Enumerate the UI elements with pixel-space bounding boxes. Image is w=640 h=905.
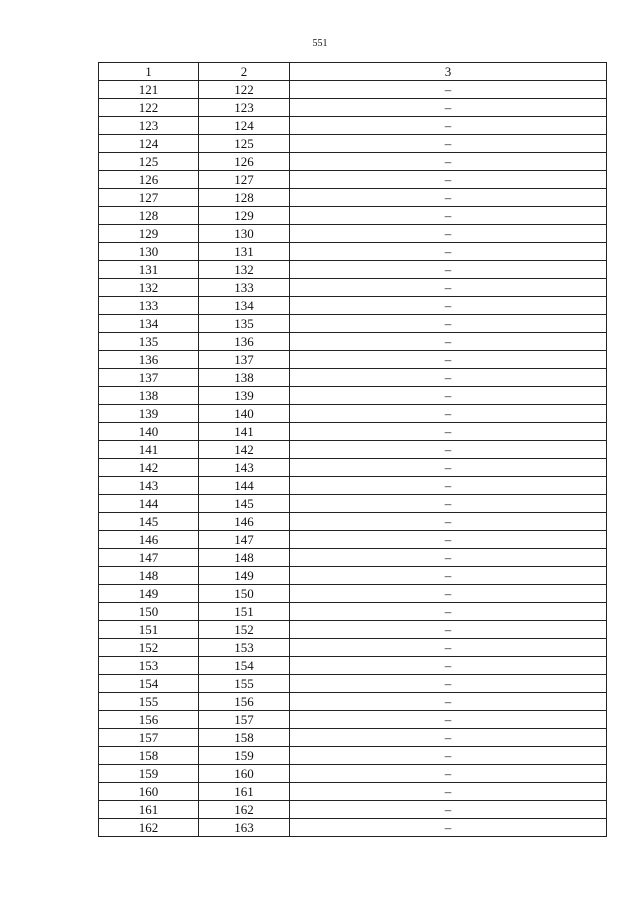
- table-row: [99, 459, 607, 477]
- table-cell: –: [290, 783, 607, 801]
- table-row: [99, 801, 607, 819]
- table-row: [99, 207, 607, 225]
- table-cell: 122: [99, 99, 199, 117]
- table-cell: –: [290, 99, 607, 117]
- table-cell: –: [290, 567, 607, 585]
- table-cell: 126: [199, 153, 290, 171]
- table-cell: –: [290, 297, 607, 315]
- table-cell: 131: [99, 261, 199, 279]
- table-row: [99, 81, 607, 99]
- table-cell: 138: [99, 387, 199, 405]
- table-cell: –: [290, 387, 607, 405]
- table-row: [99, 765, 607, 783]
- table-cell: 162: [99, 819, 199, 837]
- table-row: [99, 513, 607, 531]
- table-cell: 157: [199, 711, 290, 729]
- table-cell: –: [290, 693, 607, 711]
- table-cell: 149: [99, 585, 199, 603]
- table-cell: 134: [99, 315, 199, 333]
- table-row: [99, 441, 607, 459]
- table-cell: 147: [99, 549, 199, 567]
- column-header: 1: [99, 63, 199, 81]
- table-cell: 133: [199, 279, 290, 297]
- table-row: [99, 243, 607, 261]
- table-cell: 146: [199, 513, 290, 531]
- table-cell: 152: [199, 621, 290, 639]
- table-row: [99, 333, 607, 351]
- table-cell: 135: [99, 333, 199, 351]
- table-cell: 142: [199, 441, 290, 459]
- table-cell: 140: [99, 423, 199, 441]
- table-cell: –: [290, 261, 607, 279]
- table-cell: 154: [199, 657, 290, 675]
- table-cell: 153: [199, 639, 290, 657]
- table-row: [99, 531, 607, 549]
- table-cell: 152: [99, 639, 199, 657]
- table-row: [99, 369, 607, 387]
- table-cell: –: [290, 189, 607, 207]
- table-cell: 149: [199, 567, 290, 585]
- table-cell: –: [290, 711, 607, 729]
- table-body: [99, 81, 607, 837]
- table-cell: 138: [199, 369, 290, 387]
- table-row: [99, 567, 607, 585]
- table-cell: 143: [99, 477, 199, 495]
- table-cell: –: [290, 351, 607, 369]
- table-cell: –: [290, 369, 607, 387]
- table-cell: 159: [199, 747, 290, 765]
- table-cell: –: [290, 729, 607, 747]
- table-cell: –: [290, 477, 607, 495]
- table-cell: 142: [99, 459, 199, 477]
- table-cell: 151: [199, 603, 290, 621]
- table-row: [99, 675, 607, 693]
- table-cell: 159: [99, 765, 199, 783]
- table-cell: 125: [199, 135, 290, 153]
- table-cell: –: [290, 333, 607, 351]
- table-row: [99, 693, 607, 711]
- table-row: [99, 315, 607, 333]
- table-cell: 156: [199, 693, 290, 711]
- table-row: [99, 405, 607, 423]
- table-cell: 156: [99, 711, 199, 729]
- table-cell: –: [290, 153, 607, 171]
- table-cell: 161: [199, 783, 290, 801]
- table-cell: –: [290, 441, 607, 459]
- table-row: [99, 189, 607, 207]
- table-cell: –: [290, 207, 607, 225]
- table-cell: 129: [99, 225, 199, 243]
- table-row: [99, 387, 607, 405]
- table-cell: 141: [99, 441, 199, 459]
- header-row: [99, 63, 607, 81]
- table-row: [99, 297, 607, 315]
- column-header: 2: [199, 63, 290, 81]
- table-cell: –: [290, 315, 607, 333]
- table-row: [99, 657, 607, 675]
- table-row: [99, 225, 607, 243]
- table-cell: 160: [199, 765, 290, 783]
- table-cell: 128: [199, 189, 290, 207]
- table-cell: –: [290, 243, 607, 261]
- table-cell: –: [290, 531, 607, 549]
- table-row: [99, 549, 607, 567]
- table-cell: 158: [99, 747, 199, 765]
- table-cell: 132: [199, 261, 290, 279]
- table-row: [99, 351, 607, 369]
- table-cell: –: [290, 117, 607, 135]
- page-number: 551: [312, 38, 328, 49]
- table-cell: –: [290, 675, 607, 693]
- table-cell: –: [290, 405, 607, 423]
- table-cell: 145: [199, 495, 290, 513]
- table-cell: 137: [99, 369, 199, 387]
- table-cell: –: [290, 585, 607, 603]
- table-row: [99, 99, 607, 117]
- table-cell: 130: [99, 243, 199, 261]
- table-cell: 123: [199, 99, 290, 117]
- table-cell: 153: [99, 657, 199, 675]
- table-cell: –: [290, 135, 607, 153]
- table-cell: 133: [99, 297, 199, 315]
- table-row: [99, 585, 607, 603]
- table-cell: 145: [99, 513, 199, 531]
- table-cell: 146: [99, 531, 199, 549]
- table-row: [99, 819, 607, 837]
- table-cell: –: [290, 225, 607, 243]
- table-cell: 140: [199, 405, 290, 423]
- table-cell: –: [290, 171, 607, 189]
- table-cell: 130: [199, 225, 290, 243]
- table-cell: 162: [199, 801, 290, 819]
- data-table: [98, 62, 607, 837]
- table-row: [99, 729, 607, 747]
- table-cell: 125: [99, 153, 199, 171]
- table-cell: –: [290, 819, 607, 837]
- table-cell: –: [290, 279, 607, 297]
- table-row: [99, 261, 607, 279]
- table-cell: 160: [99, 783, 199, 801]
- table-cell: –: [290, 81, 607, 99]
- table-cell: –: [290, 495, 607, 513]
- table-cell: 143: [199, 459, 290, 477]
- table-row: [99, 117, 607, 135]
- table-cell: 137: [199, 351, 290, 369]
- table-row: [99, 171, 607, 189]
- table-row: [99, 135, 607, 153]
- table-row: [99, 639, 607, 657]
- table-row: [99, 603, 607, 621]
- table-cell: 136: [99, 351, 199, 369]
- table-cell: –: [290, 747, 607, 765]
- table-cell: –: [290, 423, 607, 441]
- table-cell: 123: [99, 117, 199, 135]
- table-cell: –: [290, 621, 607, 639]
- table-cell: 144: [99, 495, 199, 513]
- table-row: [99, 495, 607, 513]
- table-cell: 155: [199, 675, 290, 693]
- table-cell: 136: [199, 333, 290, 351]
- table-cell: –: [290, 639, 607, 657]
- table-cell: 121: [99, 81, 199, 99]
- table-cell: 126: [99, 171, 199, 189]
- table-cell: 134: [199, 297, 290, 315]
- table-cell: 148: [99, 567, 199, 585]
- table-row: [99, 783, 607, 801]
- table-cell: –: [290, 765, 607, 783]
- table-cell: –: [290, 603, 607, 621]
- table-cell: 151: [99, 621, 199, 639]
- table-cell: 129: [199, 207, 290, 225]
- table-row: [99, 279, 607, 297]
- table-row: [99, 711, 607, 729]
- table-cell: 163: [199, 819, 290, 837]
- table-cell: 127: [99, 189, 199, 207]
- table-cell: 148: [199, 549, 290, 567]
- table-row: [99, 621, 607, 639]
- table-cell: 124: [99, 135, 199, 153]
- table-cell: 161: [99, 801, 199, 819]
- table-cell: 147: [199, 531, 290, 549]
- table-cell: –: [290, 459, 607, 477]
- table-cell: 127: [199, 171, 290, 189]
- table-cell: 131: [199, 243, 290, 261]
- table-cell: –: [290, 549, 607, 567]
- table-cell: 132: [99, 279, 199, 297]
- table-cell: 157: [99, 729, 199, 747]
- table-cell: –: [290, 657, 607, 675]
- table-cell: –: [290, 801, 607, 819]
- column-header: 3: [290, 63, 607, 81]
- table-row: [99, 747, 607, 765]
- table-cell: 158: [199, 729, 290, 747]
- table-cell: –: [290, 513, 607, 531]
- table-cell: 139: [199, 387, 290, 405]
- table-cell: 141: [199, 423, 290, 441]
- table-cell: 144: [199, 477, 290, 495]
- table-cell: 128: [99, 207, 199, 225]
- table-cell: 135: [199, 315, 290, 333]
- table-cell: 139: [99, 405, 199, 423]
- table-cell: 150: [99, 603, 199, 621]
- table-cell: 124: [199, 117, 290, 135]
- table-row: [99, 477, 607, 495]
- table-row: [99, 423, 607, 441]
- table-cell: 154: [99, 675, 199, 693]
- table-cell: 122: [199, 81, 290, 99]
- table-row: [99, 153, 607, 171]
- table-cell: 155: [99, 693, 199, 711]
- table-cell: 150: [199, 585, 290, 603]
